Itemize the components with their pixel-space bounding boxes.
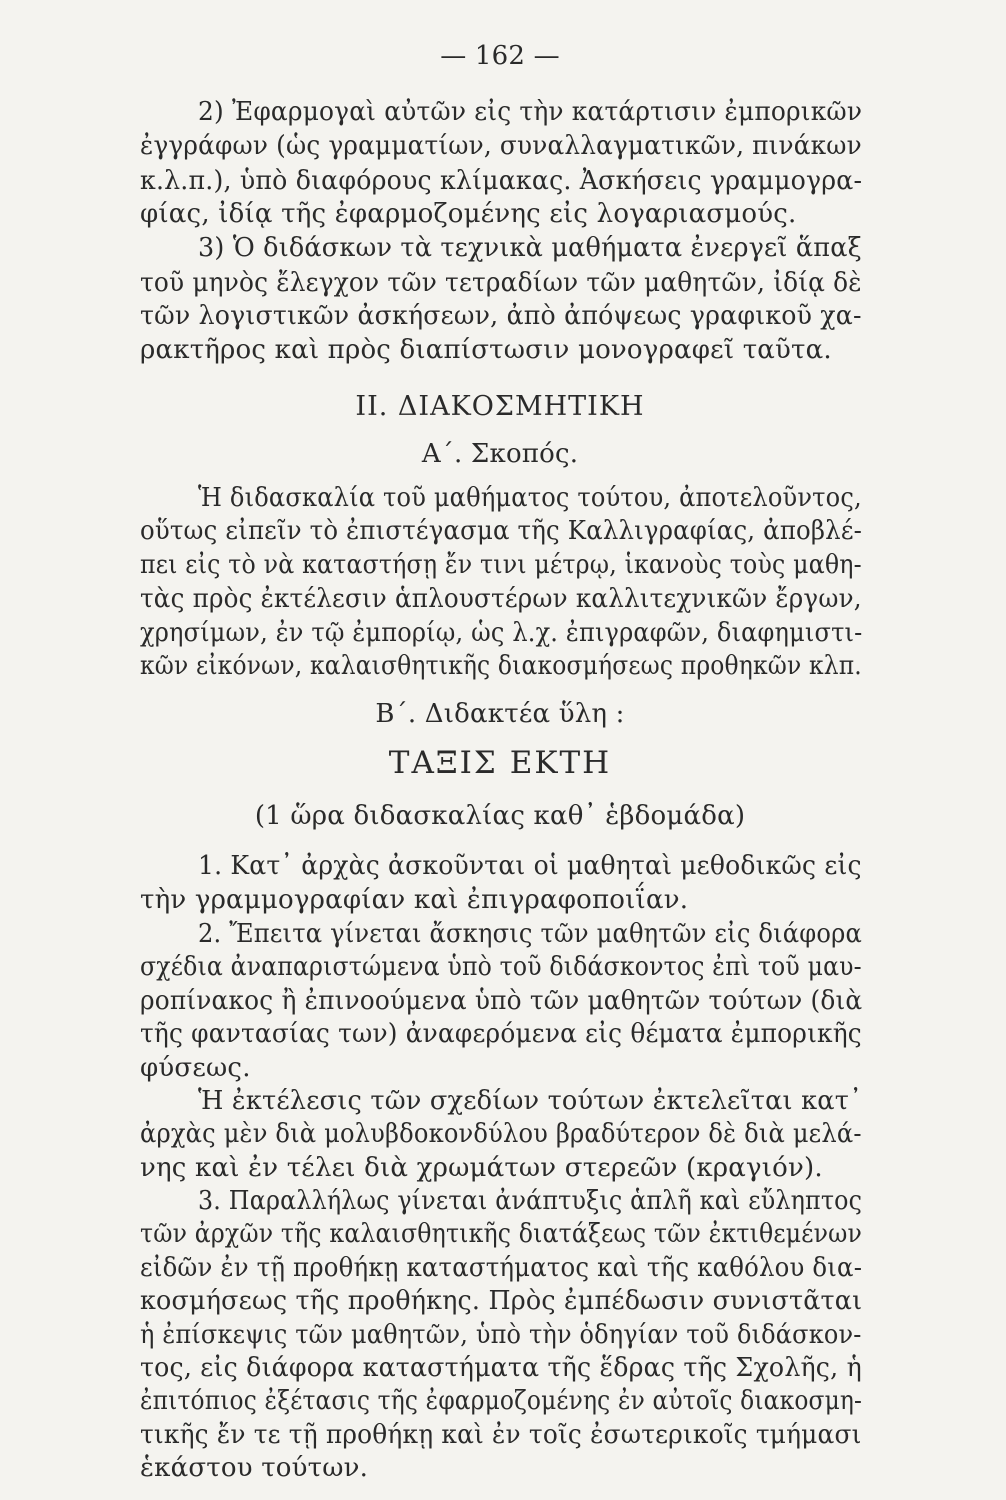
text-line: ἐπιτόπιος ἐξέτασις τῆς ἐφαρμοζομένης ἐν αὐτοῖς διακοσμη- [140, 1386, 863, 1417]
text-line: ἑκάστου τούτων. [140, 1453, 369, 1483]
text-line: ἡ ἐπίσκεψις τῶν μαθητῶν, ὑπὸ τὴν ὁδηγίαν τοῦ διδάσκον- [140, 1319, 862, 1350]
text-line: τικῆς ἔν τε τῇ προθήκῃ καὶ ἐν τοῖς ἐσωτερικοῖς τμήμασι [140, 1419, 862, 1450]
text-line: τῶν ἀρχῶν τῆς καλαισθητικῆς διατάξεως τῶν ἐκτιθεμένων [140, 1219, 863, 1250]
section-heading: II. ΔΙΑΚΟΣΜΗΤΙΚΗ [355, 390, 645, 422]
text-line: νης καὶ ἐν τέλει διὰ χρωμάτων στερεῶν (κραγιόν). [140, 1152, 823, 1183]
text-line: τὰς πρὸς ἐκτέλεσιν ἁπλουστέρων καλλιτεχνικῶν ἔργων, [140, 583, 862, 614]
text-line: 1. Κατ᾿ ἀρχὰς ἀσκοῦνται οἱ μαθηταὶ μεθοδικῶς εἰς [198, 851, 862, 882]
text-line: πει εἰς τὸ νὰ καταστήσῃ ἔν τινι μέτρῳ, ἱκανοὺς τοὺς μαθη- [140, 550, 862, 581]
text-line: ροπίνακος ἢ ἐπινοούμενα ὑπὸ τῶν μαθητῶν τούτων (διὰ [140, 985, 863, 1016]
text-line: 3. Παραλλήλως γίνεται ἀνάπτυξις ἁπλῆ καὶ εὔληπτος [198, 1186, 863, 1217]
text-line: κοσμήσεως τῆς προθήκης. Πρὸς ἐμπέδωσιν συνιστᾶται [140, 1286, 863, 1317]
text-line: κῶν εἰκόνων, καλαισθητικῆς διακοσμήσεως προθηκῶν κλπ. [140, 651, 862, 682]
class-heading: ΤΑΞΙΣ ΕΚΤΗ [388, 744, 612, 781]
text-line: 3) Ὁ διδάσκων τὰ τεχνικὰ μαθήματα ἐνεργεῖ ἅπαξ [198, 233, 862, 264]
text-line: φίας, ἰδίᾳ τῆς ἐφαρμοζομένης εἰς λογαριασμούς. [140, 198, 797, 229]
text-line: κ.λ.π.), ὑπὸ διαφόρους κλίμακας. Ἀσκήσεις γραμμογρα- [140, 165, 863, 196]
text-line: τῆς φαντασίας των) ἀναφερόμενα εἰς θέματα ἐμπορικῆς [140, 1019, 862, 1050]
subsection-heading: Β΄. Διδακτέα ὕλη : [375, 699, 625, 730]
text-line: τῶν λογιστικῶν ἀσκήσεων, ἀπὸ ἀπόψεως γραφικοῦ χα- [140, 300, 862, 331]
text-line: ρακτῆρος καὶ πρὸς διαπίστωσιν μονογραφεῖ ταῦτα. [140, 335, 832, 366]
text-line: Ἡ ἐκτέλεσις τῶν σχεδίων τούτων ἐκτελεῖται κατ᾿ [198, 1085, 863, 1116]
text-line: τὴν γραμμογραφίαν καὶ ἐπιγραφοποιΐαν. [140, 884, 689, 915]
text-line: χρησίμων, ἐν τῷ ἐμπορίῳ, ὡς λ.χ. ἐπιγραφῶν, διαφημιστι- [140, 617, 863, 648]
text-line: σχέδια ἀναπαριστώμενα ὑπὸ τοῦ διδάσκοντος ἐπὶ τοῦ μαυ- [140, 952, 862, 983]
text-line: φύσεως. [140, 1052, 251, 1083]
text-line: ἐγγράφων (ὡς γραμματίων, συναλλαγματικῶν, πινάκων [140, 131, 862, 162]
page-number: — 162 — [440, 41, 560, 71]
text-line: τοῦ μηνὸς ἔλεγχον τῶν τετραδίων τῶν μαθητῶν, ἰδίᾳ δὲ [140, 267, 862, 298]
text-line: Ἡ διδασκαλία τοῦ μαθήματος τούτου, ἀποτελοῦντος, [198, 482, 862, 513]
hours-note: (1 ὥρα διδασκαλίας καθ᾿ ἑβδομάδα) [254, 801, 746, 832]
text-line: τος, εἰς διάφορα καταστήματα τῆς ἕδρας τῆς Σχολῆς, ἡ [140, 1352, 862, 1383]
text-line: 2) Ἐφαρμογαὶ αὐτῶν εἰς τὴν κατάρτισιν ἐμπορικῶν [198, 97, 863, 127]
text-line: εἰδῶν ἐν τῇ προθήκῃ καταστήματος καὶ τῆς καθόλου δια- [140, 1252, 863, 1283]
text-line: ἀρχὰς μὲν διὰ μολυβδοκονδύλου βραδύτερον δὲ διὰ μελά- [140, 1119, 862, 1150]
subsection-heading: Α΄. Σκοπός. [421, 439, 579, 469]
text-line: 2. Ἔπειτα γίνεται ἄσκησις τῶν μαθητῶν εἰς διάφορα [198, 919, 862, 950]
text-line: οὕτως εἰπεῖν τὸ ἐπιστέγασμα τῆς Καλλιγραφίας, ἀποβλέ- [140, 515, 863, 546]
